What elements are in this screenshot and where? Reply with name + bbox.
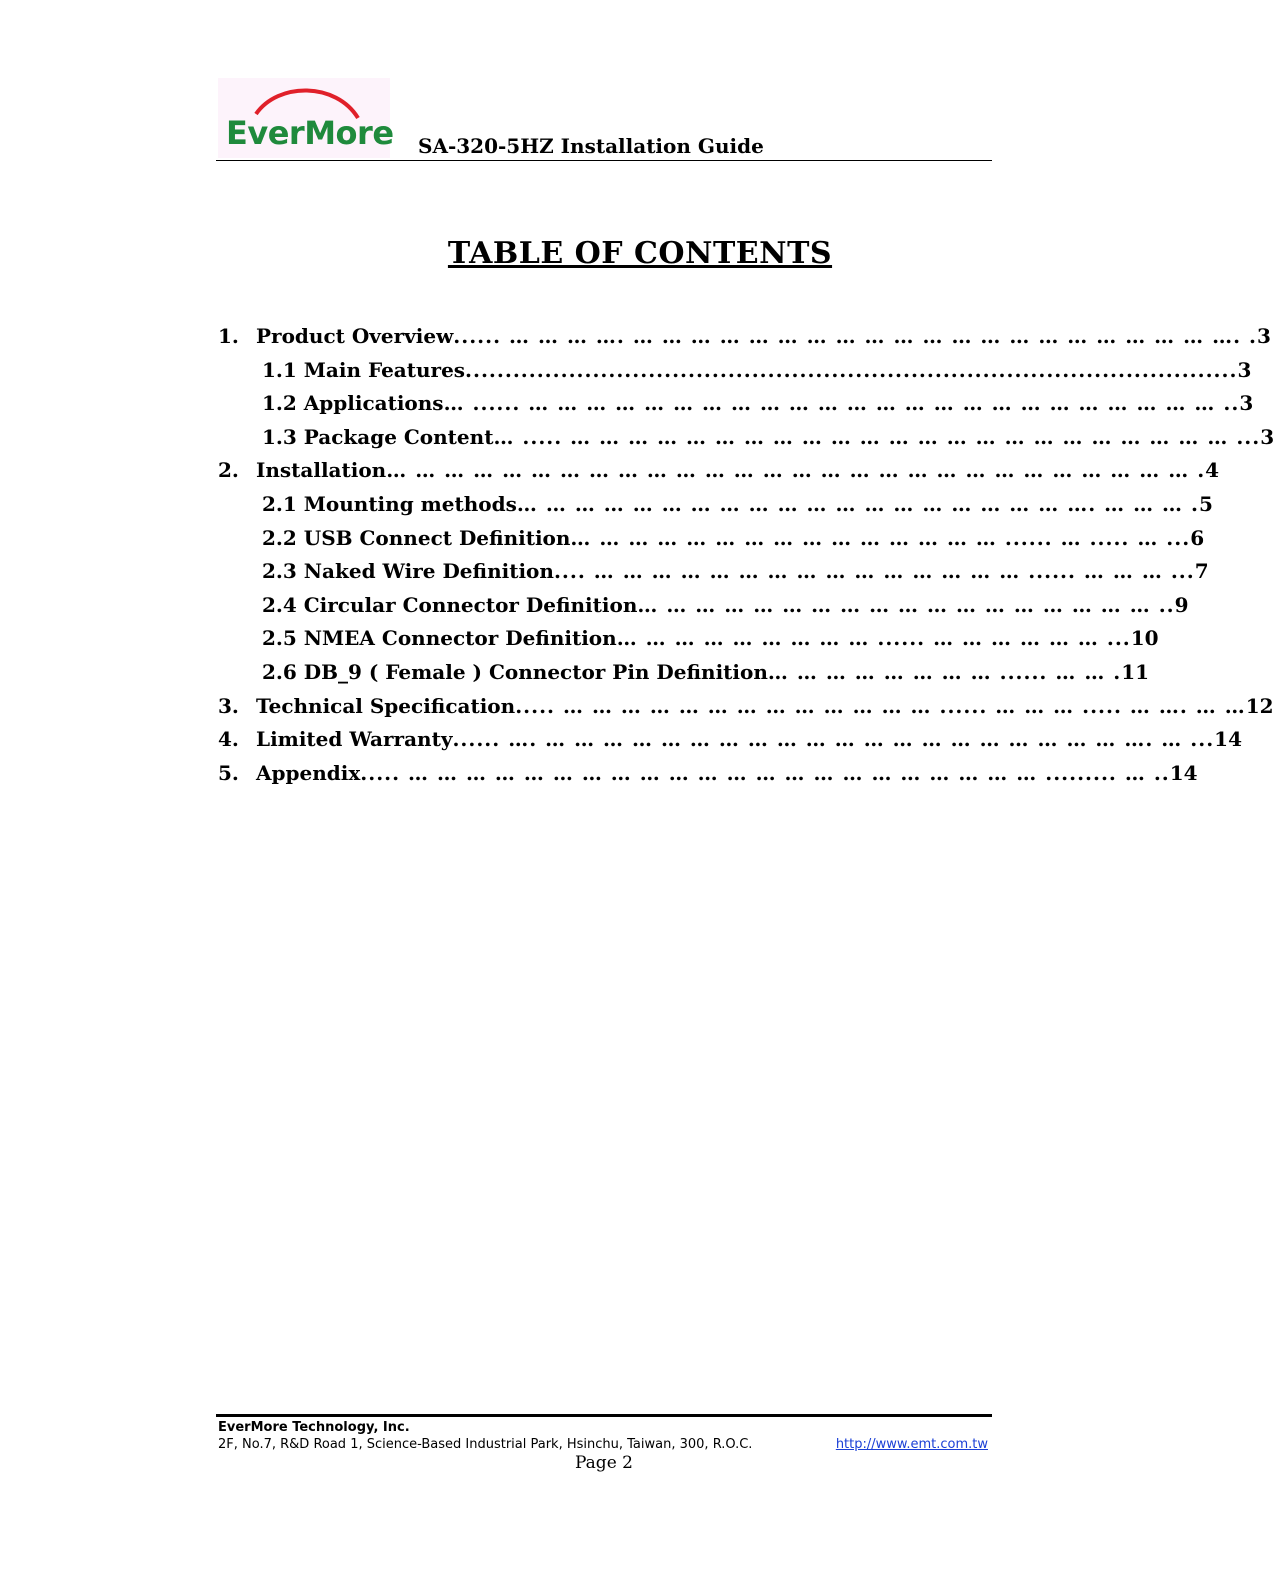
toc-entry-page: 12 [1245,693,1274,718]
toc-entry-leader: … ..... … … … … … … … … … … … … … … … … … … … … … … … ... [493,424,1261,449]
toc-entry[interactable] [262,492,1213,522]
toc-entry[interactable] [262,626,1159,656]
toc-entry-title: 2.5 NMEA Connector Definition [262,626,617,651]
toc-entry[interactable] [262,525,1205,556]
toc-entry[interactable] [262,592,1189,623]
company-address: 2F, No.7, R&D Road 1, Science-Based Industrial Park, Hsinchu, Taiwan, 300, R.O.C. [218,1437,753,1452]
toc-entry[interactable] [218,324,1271,354]
toc-entry-leader: … ...... … … … … … … … … … … … … … … … … … … … … … … … … .. [443,391,1240,416]
toc-entry-leader: .... … … … … … … … … … … … … … … … ...... … … … ... [553,559,1195,584]
toc-entry-number: 1. [218,324,239,348]
toc-entry[interactable] [218,727,1242,757]
toc-entry[interactable] [262,660,1150,690]
toc-entry-title: 1.1 Main Features [262,357,466,382]
toc-entry-leader: … … … … … … … … … … … … … … … … … … … … … … … … … … … … . [386,458,1206,483]
toc-entry[interactable] [262,357,1252,388]
toc-entry-leader: … … … … … … … … … … … … … … … … … … .. [637,592,1175,617]
toc-entry-title: Appendix [256,760,361,785]
toc-entry-title: Product Overview [256,324,454,348]
toc-entry-leader: … … … … … … … … … ...... … … … … … … ... [616,626,1131,651]
company-name: EverMore Technology, Inc. [218,1420,410,1435]
toc-entry-page: 3 [1239,391,1254,416]
toc-entry[interactable] [218,760,1198,791]
toc-entry-page: 3 [1257,324,1271,348]
footer-divider [216,1414,992,1417]
toc-entry-title: Installation [256,458,387,483]
toc-entry-leader: ...... …. … … … … … … … … … … … … … … … … … … … … …. … ... [452,727,1215,752]
toc-entry-number: 3. [218,693,239,718]
company-website-link[interactable]: http://www.emt.com.tw [835,1437,988,1452]
toc-entry-page: 4 [1205,458,1220,483]
toc-entry-title: 2.4 Circular Connector Definition [262,592,638,617]
toc-entry[interactable] [218,693,1274,724]
toc-entry[interactable] [262,391,1254,421]
toc-entry-page: 5 [1198,492,1213,516]
toc-entry-leader: … … … … … … … … … … … … … … … … … … … …. … … … . [516,492,1199,516]
toc-entry-title: 2.1 Mounting methods [262,492,517,516]
toc-entry-leader: … … … … … … … … … … … … … … … ...... … ..... … ... [570,525,1191,550]
toc-entry-page: 3 [1237,357,1252,382]
logo-wordmark: EverMore [226,114,394,152]
toc-entry-number: 4. [218,727,239,752]
toc-entry-title: Technical Specification [256,693,516,718]
toc-entry-page: 10 [1130,626,1159,651]
toc-entry-title: 2.3 Naked Wire Definition [262,559,554,584]
toc-entry-page: 9 [1174,592,1189,617]
page-number: Page 2 [575,1453,633,1473]
toc-entry-page: 11 [1121,660,1150,684]
evermore-logo [218,78,394,158]
toc-entry-page: 6 [1190,525,1205,550]
toc-entry-leader: ..... … … … … … … … … … … … … … ...... … … … ..... … …. … … [515,693,1246,718]
toc-entry-leader: ..... … … … … … … … … … … … … … … … … … … … … … … ......... … .. [360,760,1170,785]
toc-entry-number: 5. [218,760,239,785]
toc-entry-leader: … … … … … … … … ...... … … . [767,660,1122,684]
toc-entry-title: Limited Warranty [256,727,453,752]
toc-entry-title: 2.6 DB_9 ( Female ) Connector Pin Definition [262,660,768,684]
toc-entry-title: 1.3 Package Content [262,424,494,449]
toc-heading: TABLE OF CONTENTS [447,236,833,271]
document-title: SA-320-5HZ Installation Guide [418,134,764,158]
toc-entry-page: 14 [1169,760,1198,785]
toc-entry[interactable] [218,458,1220,488]
toc-entry[interactable] [262,559,1209,589]
toc-entry[interactable] [262,424,1275,455]
toc-entry-page: 7 [1194,559,1209,584]
toc-entry-title: 1.2 Applications [262,391,444,416]
header-divider [216,160,992,161]
toc-entry-number: 2. [218,458,239,483]
toc-entry-leader: ................................................................................................. [465,357,1238,382]
toc-entry-title: 2.2 USB Connect Definition [262,525,571,550]
toc-entry-page: 14 [1214,727,1242,752]
toc-entry-page: 3 [1260,424,1275,449]
toc-entry-leader: ...... … … … …. … … … … … … … … … … … … … … … … … … … … …. . [453,324,1257,348]
